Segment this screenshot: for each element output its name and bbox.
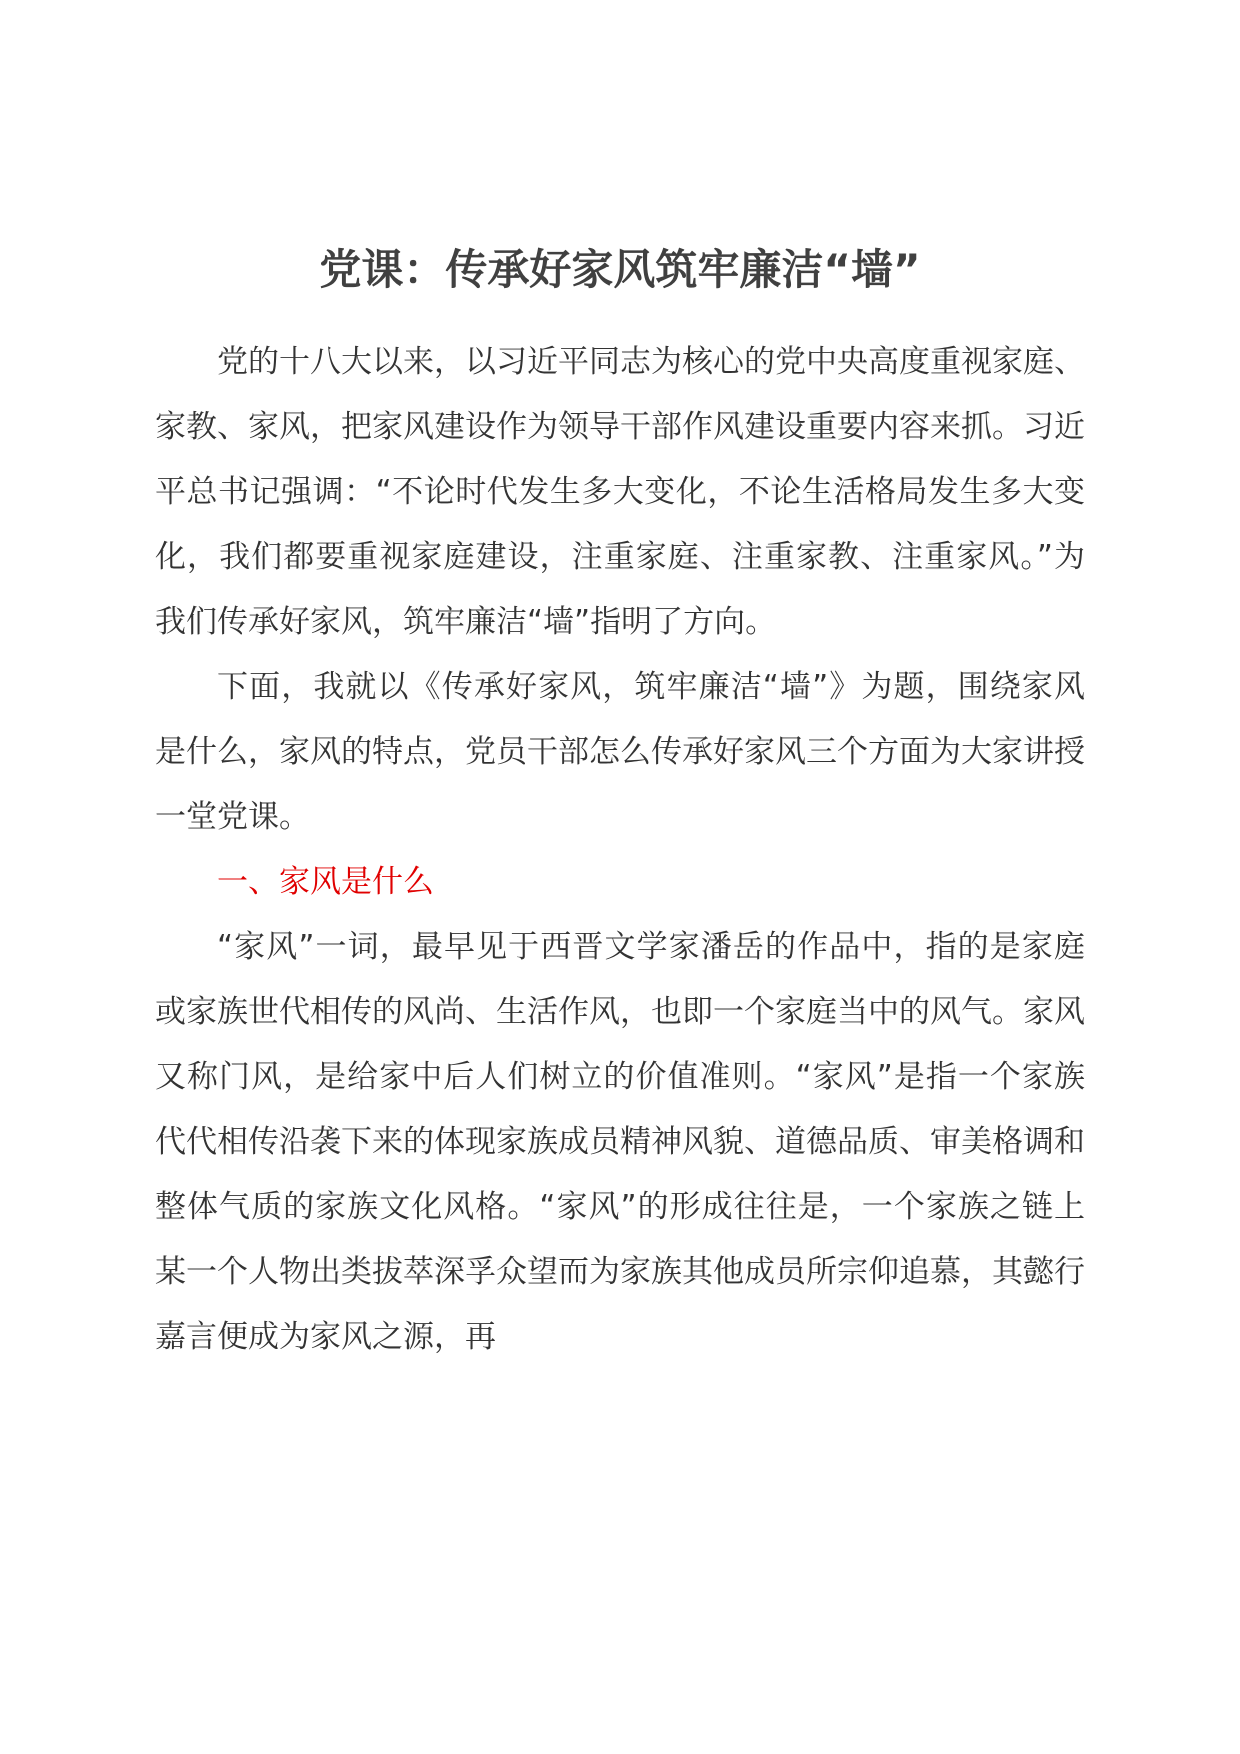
paragraph-section-1: “家风”一词，最早见于西晋文学家潘岳的作品中，指的是家庭或家族世代相传的风尚、生活作风，也即一个家庭当中的风气。家风又称门风，是给家中后人们树立的价值准则。“家风”是指一个家族代代相传沿袭下来的体现家族成员精神风貌、道德品质、审美格调和整体气质的家族文化风格。“家风”的形成往往是，一个家族之链上某一个人物出类拔萃深孚众望而为家族其他成员所宗仰追慕，其懿行嘉言便成为家风之源，再 bbox=[155, 929, 1085, 1355]
paragraph-outline: 下面，我就以《传承好家风，筑牢廉洁“墙”》为题，围绕家风是什么，家风的特点，党员干部怎么传承好家风三个方面为大家讲授一堂党课。 bbox=[155, 669, 1085, 835]
document-body bbox=[155, 330, 1085, 1370]
section-heading-1: 一、家风是什么 bbox=[217, 864, 434, 900]
document-title: 党课：传承好家风筑牢廉洁“墙” bbox=[319, 245, 921, 294]
paragraph-intro: 党的十八大以来，以习近平同志为核心的党中央高度重视家庭、家教、家风，把家风建设作为领导干部作风建设重要内容来抓。习近平总书记强调：“不论时代发生多大变化，不论生活格局发生多大变化，我们都要重视家庭建设，注重家庭、注重家教、注重家风。”为我们传承好家风，筑牢廉洁“墙”指明了方向。 bbox=[155, 344, 1085, 640]
